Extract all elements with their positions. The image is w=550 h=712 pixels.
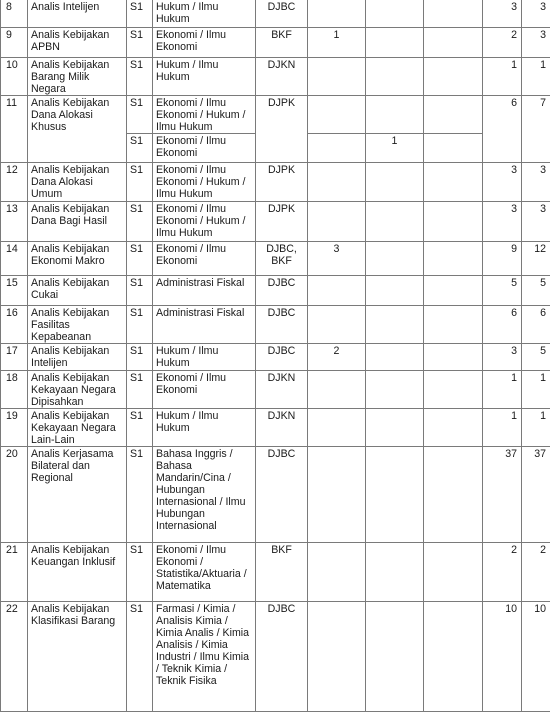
row-number: 20 <box>1 447 28 543</box>
row-number: 12 <box>1 163 28 202</box>
count-cell <box>424 306 483 344</box>
table-row <box>1 602 550 712</box>
row-number: 13 <box>1 202 28 242</box>
jurusan-cell: Hukum / Ilmu Hukum <box>153 409 256 447</box>
jurusan-cell: Hukum / Ilmu Hukum <box>153 344 256 371</box>
count-cell <box>366 276 424 306</box>
unit-cell: DJPK <box>256 202 308 242</box>
count-cell <box>424 543 483 602</box>
unit-cell: DJBC <box>256 602 308 712</box>
pendidikan-cell: S1 <box>127 306 153 344</box>
total-cell: 1 <box>522 58 550 96</box>
table-row <box>1 344 550 371</box>
pendidikan-cell: S1 <box>127 0 153 28</box>
jurusan-cell: Ekonomi / Ilmu Ekonomi / Hukum / Ilmu Hukum <box>153 96 256 134</box>
count-cell <box>308 306 366 344</box>
jurusan-cell: Ekonomi / Ilmu Ekonomi <box>153 134 256 163</box>
count-cell: 3 <box>483 163 522 202</box>
count-cell: 6 <box>483 96 522 163</box>
row-number: 22 <box>1 602 28 712</box>
count-cell <box>424 0 483 28</box>
total-cell: 3 <box>522 202 550 242</box>
jurusan-cell: Ekonomi / Ilmu Ekonomi / Hukum / Ilmu Hukum <box>153 163 256 202</box>
count-cell <box>308 58 366 96</box>
table-row <box>1 96 550 134</box>
count-cell <box>366 371 424 409</box>
table-row <box>1 371 550 409</box>
count-cell <box>308 543 366 602</box>
row-number: 18 <box>1 371 28 409</box>
unit-cell: BKF <box>256 543 308 602</box>
row-number: 17 <box>1 344 28 371</box>
count-cell <box>424 58 483 96</box>
count-cell <box>424 242 483 276</box>
unit-cell: BKF <box>256 28 308 58</box>
unit-cell: DJBC <box>256 0 308 28</box>
jurusan-cell: Ekonomi / Ilmu Ekonomi / Statistika/Aktuaria / Matematika <box>153 543 256 602</box>
count-cell: 1 <box>366 134 424 163</box>
pendidikan-cell: S1 <box>127 276 153 306</box>
jabatan-cell: Analis Kebijakan Klasifikasi Barang <box>28 602 127 712</box>
count-cell <box>424 202 483 242</box>
row-number: 21 <box>1 543 28 602</box>
unit-cell: DJBC, BKF <box>256 242 308 276</box>
table-row <box>1 0 550 28</box>
count-cell <box>424 96 483 134</box>
table-row <box>1 163 550 202</box>
total-cell: 3 <box>522 0 550 28</box>
jabatan-cell: Analis Intelijen <box>28 0 127 28</box>
count-cell <box>308 134 366 163</box>
count-cell <box>308 409 366 447</box>
jurusan-cell: Ekonomi / Ilmu Ekonomi <box>153 28 256 58</box>
count-cell <box>424 163 483 202</box>
count-cell <box>366 543 424 602</box>
pendidikan-cell: S1 <box>127 409 153 447</box>
unit-cell: DJBC <box>256 344 308 371</box>
count-cell <box>308 602 366 712</box>
row-number: 10 <box>1 58 28 96</box>
table-row <box>1 276 550 306</box>
row-number: 8 <box>1 0 28 28</box>
total-cell: 7 <box>522 96 550 163</box>
count-cell <box>366 58 424 96</box>
jabatan-cell: Analis Kebijakan Cukai <box>28 276 127 306</box>
jurusan-cell: Administrasi Fiskal <box>153 306 256 344</box>
table-row <box>1 58 550 96</box>
unit-cell: DJBC <box>256 447 308 543</box>
unit-cell: DJKN <box>256 371 308 409</box>
count-cell <box>366 242 424 276</box>
jabatan-cell: Analis Kebijakan Dana Alokasi Khusus <box>28 96 127 163</box>
count-cell: 10 <box>483 602 522 712</box>
jabatan-cell: Analis Kebijakan Intelijen <box>28 344 127 371</box>
table-row <box>1 306 550 344</box>
jurusan-cell: Ekonomi / Ilmu Ekonomi / Hukum / Ilmu Hukum <box>153 202 256 242</box>
jabatan-cell: Analis Kerjasama Bilateral dan Regional <box>28 447 127 543</box>
jabatan-cell: Analis Kebijakan Dana Alokasi Umum <box>28 163 127 202</box>
pendidikan-cell: S1 <box>127 447 153 543</box>
count-cell <box>366 602 424 712</box>
count-cell: 1 <box>483 58 522 96</box>
count-cell: 3 <box>308 242 366 276</box>
count-cell <box>366 344 424 371</box>
jurusan-cell: Bahasa Inggris / Bahasa Mandarin/Cina / Hubungan Internasional / Ilmu Hubungan Internasional <box>153 447 256 543</box>
table-row <box>1 202 550 242</box>
total-cell: 1 <box>522 409 550 447</box>
count-cell <box>366 202 424 242</box>
pendidikan-cell: S1 <box>127 58 153 96</box>
total-cell: 2 <box>522 543 550 602</box>
total-cell: 12 <box>522 242 550 276</box>
count-cell <box>366 96 424 134</box>
count-cell: 3 <box>483 344 522 371</box>
unit-cell: DJKN <box>256 409 308 447</box>
row-number: 9 <box>1 28 28 58</box>
pendidikan-cell: S1 <box>127 543 153 602</box>
row-number: 16 <box>1 306 28 344</box>
count-cell <box>308 202 366 242</box>
count-cell: 5 <box>483 276 522 306</box>
jabatan-cell: Analis Kebijakan Dana Bagi Hasil <box>28 202 127 242</box>
count-cell <box>424 409 483 447</box>
count-cell <box>424 371 483 409</box>
total-cell: 1 <box>522 371 550 409</box>
row-number: 14 <box>1 242 28 276</box>
total-cell: 6 <box>522 306 550 344</box>
count-cell <box>424 344 483 371</box>
jabatan-cell: Analis Kebijakan Keuangan Inklusif <box>28 543 127 602</box>
count-cell <box>366 28 424 58</box>
jurusan-cell: Ekonomi / Ilmu Ekonomi <box>153 242 256 276</box>
total-cell: 5 <box>522 276 550 306</box>
count-cell <box>308 96 366 134</box>
jurusan-cell: Farmasi / Kimia / Analisis Kimia / Kimia Analis / Kimia Analisis / Kimia Industri / Ilmu Kimia / Teknik Kimia / Teknik Fisika <box>153 602 256 712</box>
count-cell: 1 <box>483 371 522 409</box>
unit-cell: DJBC <box>256 306 308 344</box>
jabatan-cell: Analis Kebijakan Ekonomi Makro <box>28 242 127 276</box>
jabatan-cell: Analis Kebijakan APBN <box>28 28 127 58</box>
pendidikan-cell: S1 <box>127 134 153 163</box>
table-row <box>1 447 550 543</box>
count-cell: 9 <box>483 242 522 276</box>
table-row <box>1 543 550 602</box>
row-number: 15 <box>1 276 28 306</box>
jabatan-cell: Analis Kebijakan Kekayaan Negara Dipisahkan <box>28 371 127 409</box>
jabatan-cell: Analis Kebijakan Barang Milik Negara <box>28 58 127 96</box>
count-cell <box>366 447 424 543</box>
jurusan-cell: Administrasi Fiskal <box>153 276 256 306</box>
jurusan-cell: Ekonomi / Ilmu Ekonomi <box>153 371 256 409</box>
count-cell: 1 <box>308 28 366 58</box>
table-row <box>1 28 550 58</box>
pendidikan-cell: S1 <box>127 96 153 134</box>
count-cell <box>308 0 366 28</box>
count-cell <box>424 602 483 712</box>
total-cell: 10 <box>522 602 550 712</box>
count-cell: 3 <box>483 0 522 28</box>
count-cell: 37 <box>483 447 522 543</box>
count-cell <box>308 276 366 306</box>
pendidikan-cell: S1 <box>127 163 153 202</box>
count-cell <box>308 447 366 543</box>
jurusan-cell: Hukum / Ilmu Hukum <box>153 0 256 28</box>
pendidikan-cell: S1 <box>127 242 153 276</box>
count-cell: 2 <box>483 28 522 58</box>
count-cell <box>308 163 366 202</box>
table-row <box>1 242 550 276</box>
pendidikan-cell: S1 <box>127 602 153 712</box>
pendidikan-cell: S1 <box>127 28 153 58</box>
jabatan-cell: Analis Kebijakan Fasilitas Kepabeanan <box>28 306 127 344</box>
jurusan-cell: Hukum / Ilmu Hukum <box>153 58 256 96</box>
table-row <box>1 409 550 447</box>
pendidikan-cell: S1 <box>127 371 153 409</box>
unit-cell: DJPK <box>256 163 308 202</box>
count-cell <box>424 134 483 163</box>
total-cell: 37 <box>522 447 550 543</box>
row-number: 19 <box>1 409 28 447</box>
count-cell: 6 <box>483 306 522 344</box>
count-cell <box>366 163 424 202</box>
count-cell: 2 <box>483 543 522 602</box>
count-cell: 2 <box>308 344 366 371</box>
total-cell: 3 <box>522 163 550 202</box>
pendidikan-cell: S1 <box>127 344 153 371</box>
jabatan-cell: Analis Kebijakan Kekayaan Negara Lain-Lain <box>28 409 127 447</box>
pendidikan-cell: S1 <box>127 202 153 242</box>
total-cell: 3 <box>522 28 550 58</box>
total-cell: 5 <box>522 344 550 371</box>
count-cell <box>366 409 424 447</box>
count-cell <box>424 28 483 58</box>
count-cell: 1 <box>483 409 522 447</box>
count-cell <box>366 0 424 28</box>
count-cell <box>424 276 483 306</box>
count-cell: 3 <box>483 202 522 242</box>
count-cell <box>308 371 366 409</box>
unit-cell: DJKN <box>256 58 308 96</box>
unit-cell: DJPK <box>256 96 308 163</box>
unit-cell: DJBC <box>256 276 308 306</box>
row-number: 11 <box>1 96 28 163</box>
count-cell <box>366 306 424 344</box>
count-cell <box>424 447 483 543</box>
